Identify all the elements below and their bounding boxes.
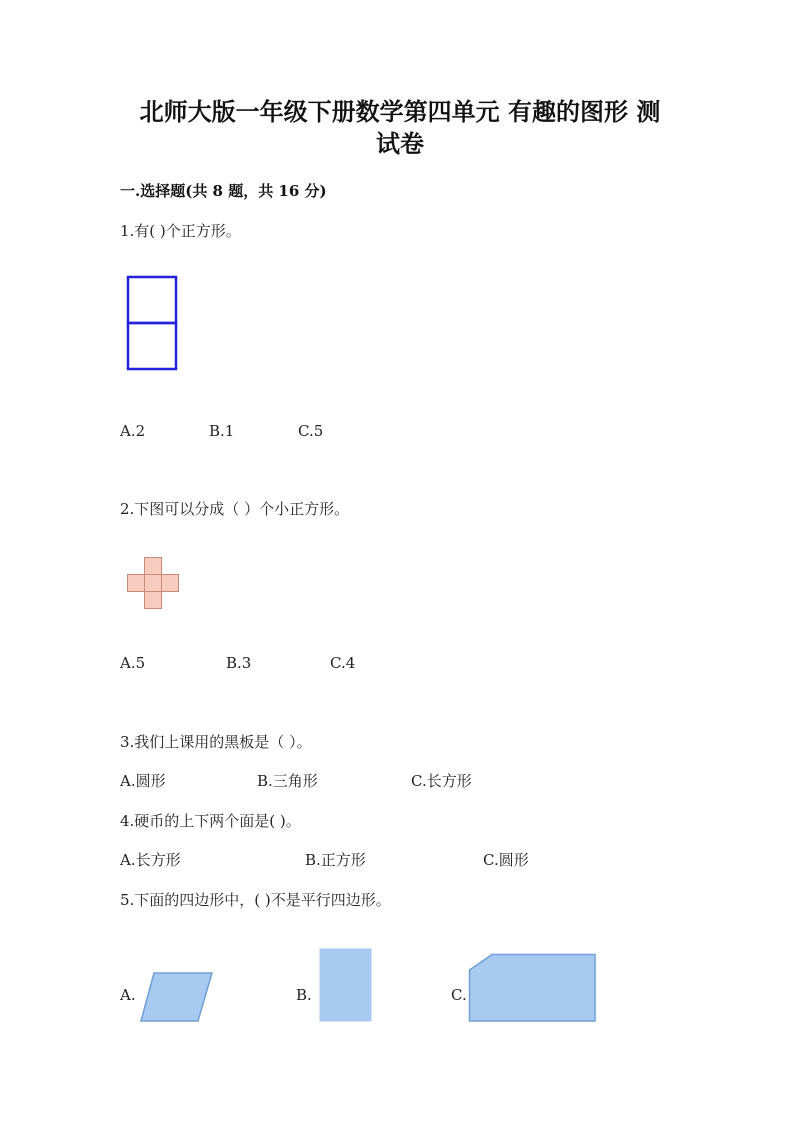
q4-option-b[interactable]: B.正方形: [305, 851, 366, 869]
q1-option-c[interactable]: C.5: [298, 422, 324, 440]
q3-option-c[interactable]: C.长方形: [411, 772, 472, 790]
q5-option-a[interactable]: A.: [120, 986, 136, 1004]
cut-corner-rectangle-shape: [468, 953, 598, 1023]
q4-option-c[interactable]: C.圆形: [483, 851, 529, 869]
question-4: 4.硬币的上下两个面是( )。: [120, 812, 301, 830]
q1-option-a[interactable]: A.2: [120, 422, 146, 440]
q2-option-a[interactable]: A.5: [120, 654, 146, 672]
q3-option-b[interactable]: B.三角形: [257, 772, 318, 790]
q4-option-a[interactable]: A.长方形: [120, 851, 181, 869]
parallelogram-shape: [140, 971, 214, 1023]
page-title: 北师大版一年级下册数学第四单元 有趣的图形 测: [139, 97, 661, 126]
cross-cell-center: [145, 575, 162, 592]
question-5: 5.下面的四边形中，( )不是平行四边形。: [120, 891, 391, 909]
question-2: 2.下图可以分成（ ）个小正方形。: [120, 500, 350, 518]
q5-option-b[interactable]: B.: [296, 986, 312, 1004]
q2-option-b[interactable]: B.3: [226, 654, 252, 672]
cross-cell-left: [128, 575, 145, 592]
question-3: 3.我们上课用的黑板是（ ）。: [120, 733, 312, 751]
two-squares-figure: [126, 275, 180, 373]
cross-cell-bottom: [145, 592, 162, 609]
cross-figure: [126, 556, 182, 610]
cross-cell-top: [145, 558, 162, 575]
q1-option-b[interactable]: B.1: [209, 422, 235, 440]
q3-option-a[interactable]: A.圆形: [120, 772, 166, 790]
page-title-line2: 试卷: [376, 129, 424, 158]
rectangle-shape: [319, 948, 372, 1022]
q5-option-c[interactable]: C.: [451, 986, 467, 1004]
cross-cell-right: [162, 575, 179, 592]
q2-option-c[interactable]: C.4: [330, 654, 356, 672]
section-heading: 一.选择题(共 8 题，共 16 分): [120, 182, 327, 200]
square-bottom: [128, 323, 176, 369]
question-1: 1.有( )个正方形。: [120, 222, 241, 240]
square-top: [128, 277, 176, 323]
